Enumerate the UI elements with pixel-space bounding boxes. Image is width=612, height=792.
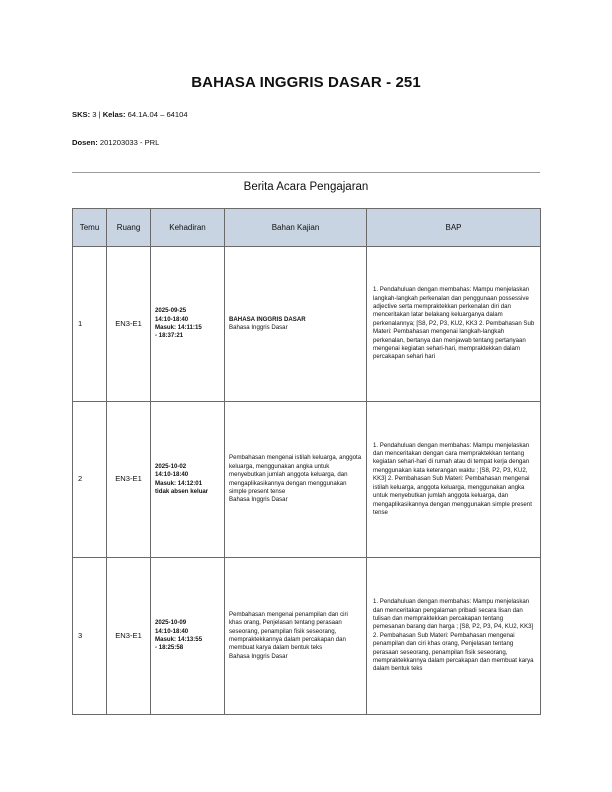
header-bap: BAP [367, 209, 541, 247]
table-row [73, 558, 541, 715]
kelas-label: Kelas: [102, 110, 126, 119]
attendance-out: tidak absen keluar [155, 487, 209, 495]
attendance-date: 2025-09-25 [155, 307, 187, 315]
table-row [73, 247, 541, 402]
kelas-value: 64.1A.04 – 64104 [125, 110, 188, 119]
bahan-course: Bahasa Inggris Dasar [229, 652, 288, 660]
sks-value: 3 | [90, 110, 103, 119]
lecturer-info [72, 138, 159, 147]
bahan-topic: Pembahasan mengenai istilah keluarga, anggota keluarga, menggunakan angka untuk menyebutkan jumlah anggota keluarga, dan mengaplikasikannya dengan menggunakan simple present tense [229, 454, 362, 495]
attendance-time: 14:10-18:40 [155, 627, 189, 635]
header-ruang: Ruang [107, 209, 151, 247]
attendance-out: - 18:37:21 [155, 332, 184, 340]
course-meta [72, 110, 188, 119]
cell-temu: 2 [73, 402, 107, 558]
cell-kehadiran [151, 247, 225, 402]
cell-bahan-kajian [225, 402, 367, 558]
bahan-course: Bahasa Inggris Dasar [229, 496, 288, 504]
header-temu: Temu [73, 209, 107, 247]
cell-bap: 1. Pendahuluan dengan membahas: Mampu menjelaskan langkah-langkah perkenalan dan penggunaan possessive adjective serta mempraktekkan perkenalan diri dan menceritakan latar belakang keluarganya dalam perkenalannya; [S8, P2, P3, KU2, KK3 2. Pembahasan Sub Materi: Pembahasan mengenai langkah-langkah perkenalan, bertanya dan menjawab tentang pertanyaan mengenai kegiatan sehari-hari, mempraktekkan dalam percakapan sehari hari [367, 247, 541, 402]
table-header-row [73, 209, 541, 247]
divider [72, 172, 540, 173]
attendance-in: Masuk: 14:12:01 [155, 479, 203, 487]
cell-bap: 1. Pendahuluan dengan membahas: Mampu menjelaskan dan menceritakan dengan cara mempraktekkan tentang kegiatan sehari-hari di rumah atau di tempat kerja dengan menggunakan kata keterangan waktu ; [S8, P2, P3, KU2, KK3] 2. Pembahasan Sub Materi: Pembahasan mengenai istilah keluarga, anggota keluarga, menggunakan angka untuk menyebutkan jumlah anggota keluarga, dan mengaplikasikannya dengan menggunakan simple present tense [367, 402, 541, 558]
cell-ruang: EN3-E1 [107, 247, 151, 402]
course-title: BAHASA INGGRIS DASAR - 251 [191, 74, 421, 91]
cell-bahan-kajian [225, 247, 367, 402]
bahan-course: Bahasa Inggris Dasar [229, 324, 288, 331]
attendance-in: Masuk: 14:13:55 [155, 636, 203, 643]
cell-kehadiran [151, 558, 225, 715]
sks-label: SKS: [72, 110, 91, 119]
bahan-topic: BAHASA INGGRIS DASAR [229, 315, 306, 323]
cell-ruang: EN3-E1 [107, 558, 151, 715]
cell-ruang: EN3-E1 [107, 402, 151, 558]
cell-kehadiran [151, 402, 225, 558]
attendance-time: 14:10-18:40 [155, 315, 189, 323]
table-row [73, 402, 541, 558]
cell-bap: 1. Pendahuluan dengan membahas: Mampu menjelaskan dan menceritakan pengalaman pribadi secara lisan dan tulisan dan mempraktekkan percakapan tentang pemesanan barang dan harga ; [S8, P2, P3, P4, KU2, KK3] 2. Pembahasan Sub Materi: Pembahasan mengenai penampilan dan ciri khas orang, Penjelasan tentang perasaan seseorang, penampilan fisik seseorang, mempraktekkannya dalam percakapan dan membuat karya dalam bentuk teks [367, 558, 541, 715]
cell-temu: 1 [73, 247, 107, 402]
header-kehadiran: Kehadiran [151, 209, 225, 247]
attendance-date: 2025-10-02 [155, 462, 187, 470]
dosen-value: 201203033 - PRL [97, 138, 160, 147]
bap-table [72, 208, 541, 715]
attendance-in: Masuk: 14:11:15 [155, 324, 202, 331]
cell-bahan-kajian [225, 558, 367, 715]
bahan-topic: Pembahasan mengenai penampilan dan ciri khas orang, Penjelasan tentang perasaan seseorang, penampilan fisik seseorang, mempraktekkannya dalam percakapan dan membuat karya dalam bentuk teks [229, 610, 348, 652]
attendance-time: 14:10-18:40 [155, 471, 189, 479]
attendance-out: - 18:25:58 [155, 644, 184, 652]
header-bahan-kajian: Bahan Kajian [225, 209, 367, 247]
section-title: Berita Acara Pengajaran [243, 181, 369, 193]
cell-temu: 3 [73, 558, 107, 715]
attendance-date: 2025-10-09 [155, 619, 187, 627]
dosen-label: Dosen: [72, 138, 98, 147]
